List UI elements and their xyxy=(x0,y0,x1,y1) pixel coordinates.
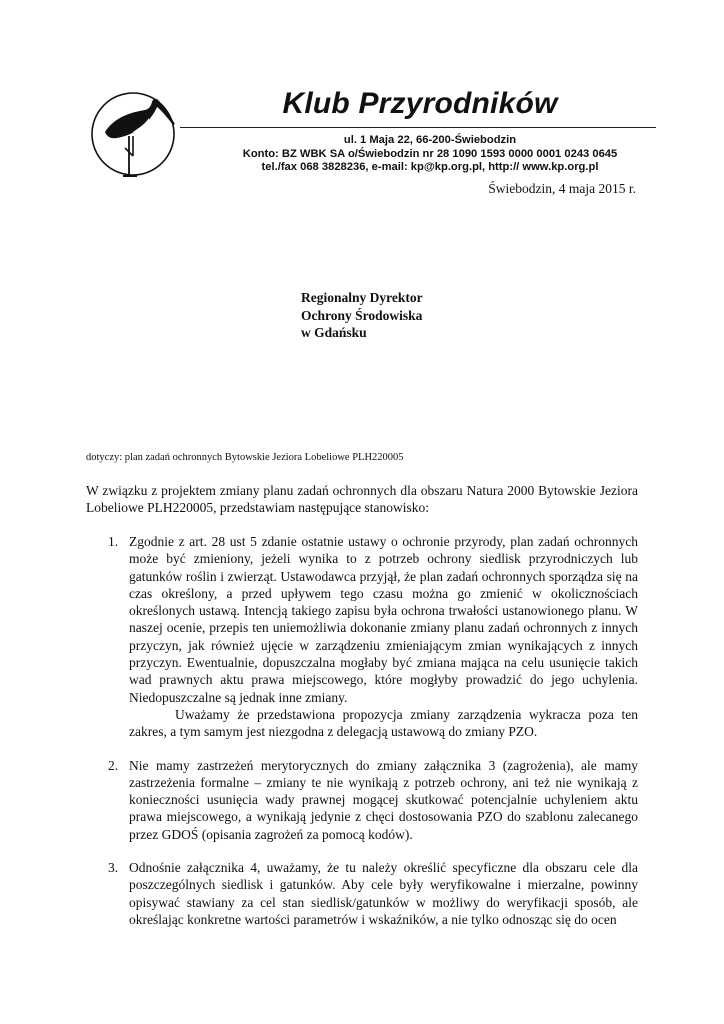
bank-account-line: Konto: BZ WBK SA o/Świebodzin nr 28 1090 1593 0000 0001 0243 0645 xyxy=(242,147,618,160)
list-item xyxy=(86,859,638,928)
address-line: ul. 1 Maja 22, 66-200-Świebodzin xyxy=(343,134,517,146)
letterhead-divider xyxy=(180,127,656,128)
contact-line: tel./fax 068 3828236, e-mail: kp@kp.org.pl, http:// www.kp.org.pl xyxy=(261,161,599,173)
letterhead-contact xyxy=(200,134,660,175)
list-item-number: 1. xyxy=(108,534,119,549)
numbered-list xyxy=(86,533,638,944)
stork-logo-icon xyxy=(89,88,181,188)
recipient-line-3: w Gdańsku xyxy=(301,325,367,340)
list-item-number: 2. xyxy=(108,757,119,773)
recipient-line-1: Regionalny Dyrektor xyxy=(301,290,423,305)
subject-line: dotyczy: plan zadań ochronnych Bytowskie Jeziora Lobeliowe PLH220005 xyxy=(86,452,404,463)
list-item xyxy=(86,757,638,843)
recipient-line-2: Ochrony Środowiska xyxy=(301,307,423,323)
intro-paragraph: W związku z projektem zmiany planu zadań ochronnych dla obszaru Natura 2000 Bytowskie Jeziora Lobeliowe PLH220005, przedstawiam następujące stanowisko: xyxy=(86,483,638,516)
list-item-text-continued: Uważamy że przedstawiona propozycja zmiany zarządzenia wykracza poza ten zakres, a tym samym jest niezgodna z delegacją ustawową do zmiany PZO. xyxy=(129,706,638,740)
organization-name: Klub Przyrodników xyxy=(282,87,558,120)
list-item-number: 3. xyxy=(108,860,119,876)
list-item-text: Odnośnie załącznika 4, uważamy, że tu należy określić specyficzne dla obszaru cele dla poszczególnych siedlisk i gatunków. Aby cele były weryfikowalne i mierzalne, powinny opisywać stawiany za cel stan siedlisk/gatunków w możliwy do weryfikacji sposób, ale określając konkretne wartości parametrów i wskaźników, a nie tylko odnosząc się do ocen xyxy=(129,860,638,927)
list-item-text: Nie mamy zastrzeżeń merytorycznych do zmiany załącznika 3 (zagrożenia), ale mamy zastrzeżenia formalne – zmiany te nie wynikają z potrzeb ochrony, ani też nie wynikają z konieczności usunięcia wady prawnej mogącej skutkować potencjalnie uchyleniem aktu prawa miejscowego, a wynikają jedynie z chęci dostosowania PZO do szablonu zalecanego przez GDOŚ (opisania zagrożeń za pomocą kodów). xyxy=(129,757,638,842)
recipient-block xyxy=(301,289,423,342)
list-item-text: Zgodnie z art. 28 ust 5 zdanie ostatnie ustawy o ochronie przyrody, plan zadań ochronnych może być zmieniony, jeżeli wynika to z potrzeb ochrony siedlisk przyrodniczych lub gatunków roślin i zwierząt. Ustawodawca przyjął, że plan zadań ochronnych sporządza się na czas określony, a przed upływem tego czasu można go zmienić w okolicznościach określonych ustawą. Intencją takiego zapisu była ochrona trwałości ustanowionego planu. W naszej ocenie, przepis ten uniemożliwia dokonanie zmiany planu zadań ochronnych z innych przyczyn, jak również ujęcie w zarządzeniu zmieniającym zmian wynikających z innych przyczyn. Ewentualnie, dopuszczalna mogłaby być zmiana mająca na celu usunięcie takich wad prawnych aktu prawa miejscowego, które mogłyby prowadzić do jego uchylenia. Niedopuszczalne są jednak inne zmiany. xyxy=(129,534,638,705)
letter-date: Świebodzin, 4 maja 2015 r. xyxy=(488,181,636,196)
list-item xyxy=(86,533,638,741)
